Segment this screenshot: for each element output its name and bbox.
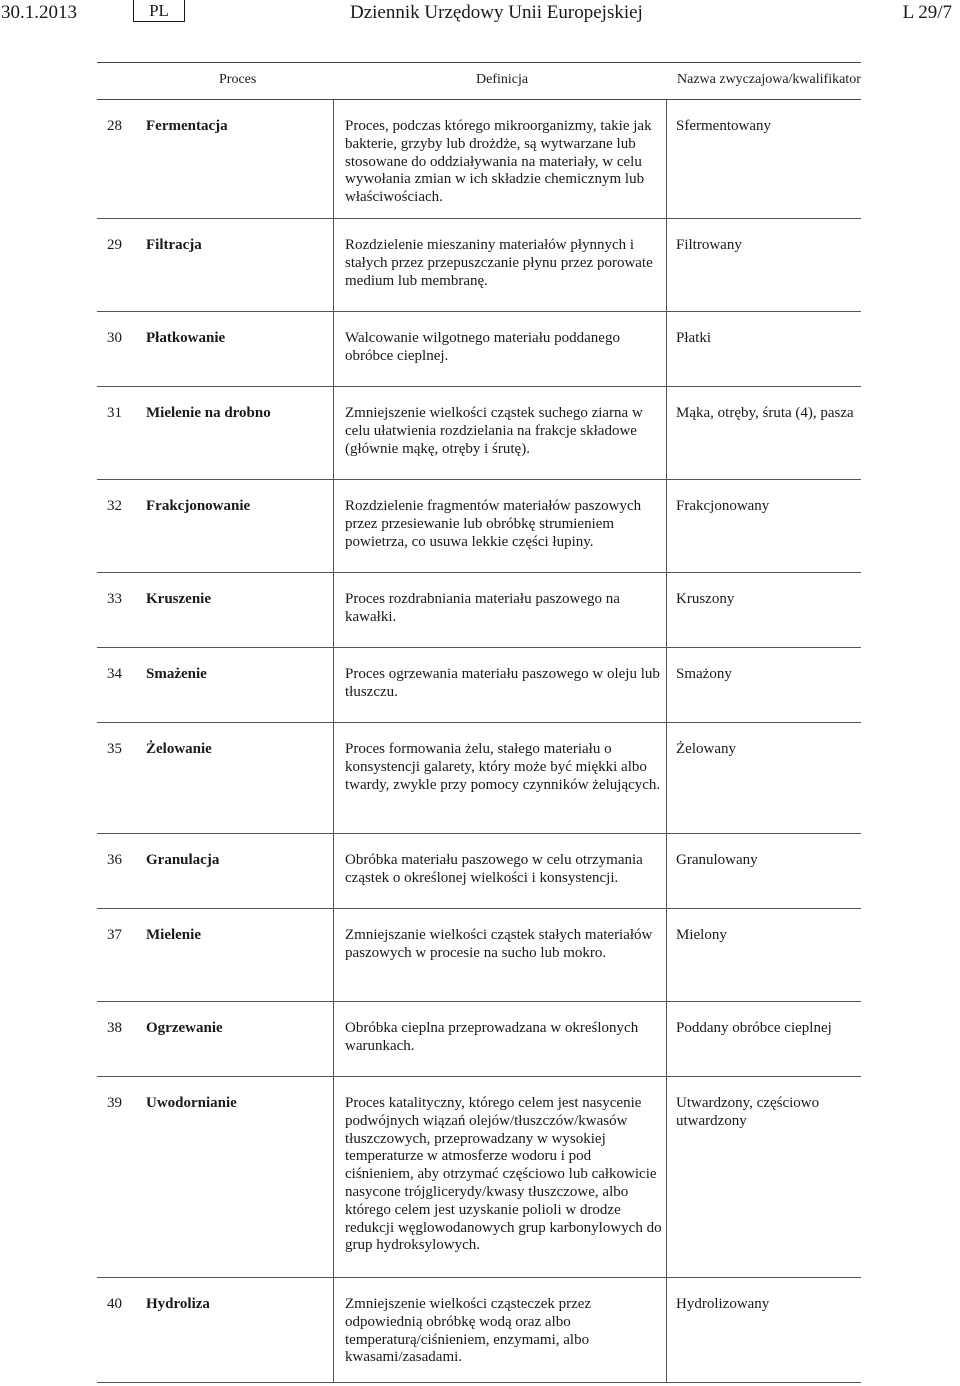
column-divider <box>666 480 667 572</box>
row-number: 36 <box>107 852 122 868</box>
column-divider <box>666 1077 667 1277</box>
table-row <box>97 1002 861 1076</box>
column-divider <box>333 312 334 386</box>
column-divider <box>333 387 334 479</box>
table-row <box>97 219 861 311</box>
table-row <box>97 387 861 479</box>
column-divider <box>333 573 334 647</box>
table-row <box>97 573 861 647</box>
process-name: Żelowanie <box>146 741 212 757</box>
column-divider <box>666 219 667 311</box>
column-divider <box>666 387 667 479</box>
row-number: 40 <box>107 1296 122 1312</box>
process-definition: Zmniejszenie wielkości cząstek suchego ziarna w celu ułatwienia rozdzielania na frakcje składowe (głównie mąkę, otręby i śrutę). <box>345 405 643 457</box>
row-number: 34 <box>107 666 122 682</box>
process-definition: Rozdzielenie fragmentów materiałów paszowych przez przesiewanie lub obróbkę strumieniem powietrza, co usuwa lekkie części łupiny. <box>345 498 642 550</box>
process-definition: Rozdzielenie mieszaniny materiałów płynnych i stałych przez przepuszczanie płynu przez porowate medium lub membranę. <box>345 237 653 289</box>
process-definition: Zmniejszanie wielkości cząstek stałych materiałów paszowych w procesie na sucho lub mokro. <box>345 927 653 961</box>
common-name-qualifier: Filtrowany <box>676 237 742 253</box>
table-row <box>97 1077 861 1277</box>
process-definition: Proces katalityczny, którego celem jest nasycenie podwójnych wiązań olejów/tłuszczów/kwasów tłuszczowych, przeprowadzany w wysokiej temperaturze w atmosferze wodoru i pod ciśnieniem, aby otrzymać częściowo lub całkowicie nasycone trójglicerydy/kwasy tłuszczowe, albo którego celem jest uzyskanie polioli w drodze redukcji węglowodanowych grup karbonylowych do grup hydroksylowych. <box>345 1095 662 1254</box>
common-name-qualifier: Płatki <box>676 330 712 346</box>
process-name: Ogrzewanie <box>146 1020 223 1036</box>
process-name: Hydroliza <box>146 1296 210 1312</box>
row-number: 29 <box>107 237 122 253</box>
process-definition: Walcowanie wilgotnego materiału poddanego obróbce cieplnej. <box>345 330 620 364</box>
column-header-definition: Definicja <box>476 72 529 87</box>
column-divider <box>666 1278 667 1382</box>
column-divider <box>333 648 334 722</box>
row-number: 33 <box>107 591 122 607</box>
table-row <box>97 480 861 572</box>
common-name-qualifier: Hydrolizowany <box>676 1296 770 1312</box>
column-divider <box>333 909 334 1001</box>
column-header-name: Nazwa zwyczajowa/kwalifikator <box>677 72 861 87</box>
journal-title: Dziennik Urzędowy Unii Europejskiej <box>350 2 643 23</box>
table-row <box>97 909 861 1001</box>
common-name-qualifier: Frakcjonowany <box>676 498 770 514</box>
column-divider <box>333 480 334 572</box>
column-divider <box>333 834 334 908</box>
row-number: 28 <box>107 118 122 134</box>
process-definition: Proces formowania żelu, stałego materiału o konsystencji galarety, który może być miękki albo twardy, zwykle przy pomocy czynników żelujących. <box>345 741 661 793</box>
process-definition: Proces, podczas którego mikroorganizmy, takie jak bakterie, grzyby lub drożdże, są wytwarzane lub stosowane do oddziaływania na materiały, w celu wywołania zmian w ich składzie chemicznym lub właściwościach. <box>345 118 652 206</box>
table-row <box>97 1278 861 1382</box>
process-name: Granulacja <box>146 852 220 868</box>
table-row <box>97 648 861 722</box>
process-name: Frakcjonowanie <box>146 498 251 514</box>
table-body <box>97 100 861 1383</box>
column-divider <box>666 834 667 908</box>
common-name-qualifier: Poddany obróbce cieplnej <box>676 1020 832 1036</box>
process-name: Płatkowanie <box>146 330 226 346</box>
column-divider <box>333 1077 334 1277</box>
process-definition: Obróbka materiału paszowego w celu otrzymania cząstek o określonej wielkości i konsystencji. <box>345 852 643 886</box>
row-number: 37 <box>107 927 122 943</box>
row-number: 30 <box>107 330 122 346</box>
process-table <box>97 62 861 1383</box>
page-reference: L 29/7 <box>902 2 952 23</box>
column-divider <box>333 100 334 218</box>
table-row <box>97 100 861 218</box>
column-divider <box>666 909 667 1001</box>
column-divider <box>333 219 334 311</box>
publication-date: 30.1.2013 <box>1 2 77 23</box>
column-divider <box>666 723 667 833</box>
process-definition: Obróbka cieplna przeprowadzana w określonych warunkach. <box>345 1020 639 1054</box>
page-header <box>0 0 960 28</box>
common-name-qualifier: Smażony <box>676 666 732 682</box>
process-name: Filtracja <box>146 237 202 253</box>
row-number: 31 <box>107 405 122 421</box>
language-badge: PL <box>133 0 185 22</box>
column-divider <box>333 1278 334 1382</box>
table-header <box>97 63 861 99</box>
common-name-qualifier: Granulowany <box>676 852 758 868</box>
column-divider <box>333 723 334 833</box>
common-name-qualifier: Utwardzony, częściowo utwardzony <box>676 1095 820 1129</box>
process-definition: Proces rozdrabniania materiału paszowego na kawałki. <box>345 591 620 625</box>
common-name-qualifier: Mąka, otręby, śruta (4), pasza <box>676 405 854 421</box>
process-name: Mielenie na drobno <box>146 405 271 421</box>
common-name-qualifier: Sfermentowany <box>676 118 771 134</box>
process-definition: Proces ogrzewania materiału paszowego w oleju lub tłuszczu. <box>345 666 660 700</box>
process-definition: Zmniejszenie wielkości cząsteczek przez odpowiednią obróbkę wodą oraz albo temperaturą/ciśnieniem, enzymami, albo kwasami/zasadami. <box>345 1296 592 1366</box>
column-divider <box>666 100 667 218</box>
common-name-qualifier: Kruszony <box>676 591 735 607</box>
column-header-process: Proces <box>219 72 257 87</box>
process-name: Fermentacja <box>146 118 228 134</box>
table-row <box>97 834 861 908</box>
row-number: 38 <box>107 1020 122 1036</box>
row-number: 39 <box>107 1095 122 1111</box>
row-number: 35 <box>107 741 122 757</box>
column-divider <box>666 648 667 722</box>
process-name: Uwodornianie <box>146 1095 237 1111</box>
common-name-qualifier: Mielony <box>676 927 727 943</box>
process-name: Mielenie <box>146 927 201 943</box>
process-name: Smażenie <box>146 666 207 682</box>
column-divider <box>666 573 667 647</box>
column-divider <box>666 312 667 386</box>
row-separator <box>97 1382 861 1383</box>
column-divider <box>333 1002 334 1076</box>
common-name-qualifier: Żelowany <box>676 741 736 757</box>
column-divider <box>666 1002 667 1076</box>
table-row <box>97 312 861 386</box>
table-row <box>97 723 861 833</box>
process-name: Kruszenie <box>146 591 211 607</box>
row-number: 32 <box>107 498 122 514</box>
